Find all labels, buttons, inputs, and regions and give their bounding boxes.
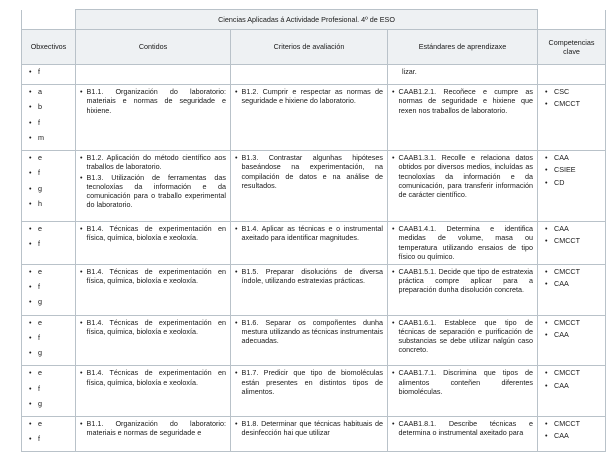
criterion-item bbox=[235, 224, 383, 242]
criteria-cell bbox=[231, 416, 388, 451]
objective-item: • e bbox=[38, 419, 71, 428]
objective-item: • a bbox=[38, 87, 71, 96]
objectives-cell bbox=[22, 151, 76, 222]
criteria-cell bbox=[231, 315, 388, 366]
content-text: B1.1. Organización do laboratorio: materiais e normas de seguridade e hixiene. bbox=[86, 87, 226, 115]
standards-cell bbox=[388, 264, 538, 315]
objective-item: • e bbox=[38, 318, 71, 327]
criterion-item bbox=[235, 267, 383, 285]
bullet-icon: • bbox=[392, 153, 395, 163]
curriculum-sheet bbox=[21, 9, 605, 452]
competences-cell bbox=[538, 264, 606, 315]
objectives-cell bbox=[22, 222, 76, 265]
competences-list bbox=[542, 153, 601, 187]
standard-item bbox=[392, 67, 533, 76]
competences-cell bbox=[538, 65, 606, 85]
standard-text: CAAB1.5.1. Decide que tipo de estratexia práctica compre aplicar para a preparación dunha disolución concreta. bbox=[398, 266, 534, 295]
criteria-cell bbox=[231, 151, 388, 222]
standard-item bbox=[392, 368, 533, 396]
objectives-cell bbox=[22, 366, 76, 417]
objectives-list bbox=[26, 318, 71, 358]
competence-item: • CAA bbox=[554, 153, 601, 162]
bullet-icon: • bbox=[80, 153, 83, 163]
criteria-cell bbox=[231, 264, 388, 315]
bullet-icon: • bbox=[80, 266, 83, 276]
standard-item bbox=[392, 318, 533, 355]
standards-cell bbox=[388, 366, 538, 417]
bullet-icon: • bbox=[235, 418, 238, 428]
criterion-text: B1.4. Aplicar as técnicas e o instrumental axeitado para identificar magnitudes. bbox=[241, 224, 383, 243]
objectives-list bbox=[26, 153, 71, 208]
bullet-icon: • bbox=[392, 224, 395, 234]
contents-cell bbox=[76, 315, 231, 366]
bullet-icon: • bbox=[392, 317, 395, 327]
table-row bbox=[22, 85, 606, 151]
competence-item: • CMCCT bbox=[554, 368, 601, 377]
table-row bbox=[22, 151, 606, 222]
table-header-row bbox=[22, 30, 606, 65]
content-text: B1.3. Utilización de ferramentas das tecnoloxías da información e da comunicación para o traballo experimental do laboratorio. bbox=[86, 172, 226, 210]
table-row bbox=[22, 65, 606, 85]
header-standards: Estándares de aprendizaxe bbox=[388, 30, 538, 65]
objective-item: • g bbox=[38, 399, 71, 408]
competence-item: • CAA bbox=[554, 381, 601, 390]
objective-item: • h bbox=[38, 199, 71, 208]
table-title: Ciencias Aplicadas á Actividade Profesional. 4º de ESO bbox=[76, 10, 538, 30]
competences-list bbox=[542, 368, 601, 389]
bullet-icon: • bbox=[392, 87, 395, 97]
competences-cell bbox=[538, 366, 606, 417]
content-text: B1.4. Técnicas de experimentación en física, química, bioloxía e xeoloxía. bbox=[86, 224, 226, 243]
table-row bbox=[22, 416, 606, 451]
bullet-icon: • bbox=[392, 418, 395, 428]
competence-item: • CAA bbox=[554, 279, 601, 288]
content-text: B1.4. Técnicas de experimentación en física, química, bioloxía e xeoloxía. bbox=[86, 368, 226, 387]
standards-cell bbox=[388, 416, 538, 451]
competence-item: • CSIEE bbox=[554, 165, 601, 174]
content-text: B1.1. Organización do laboratorio: materiais e normas de seguridade e bbox=[86, 418, 226, 438]
competence-item: • CMCCT bbox=[554, 267, 601, 276]
standard-text: CAAB1.6.1. Establece que tipo de técnicas de separación e purificación de substancias se debe utilizar nalgún caso concreto. bbox=[398, 317, 534, 355]
table-body bbox=[22, 65, 606, 452]
standards-cell bbox=[388, 151, 538, 222]
standards-cell bbox=[388, 85, 538, 151]
table-corner-cell-right bbox=[538, 10, 606, 30]
bullet-icon: • bbox=[80, 224, 83, 234]
objectives-cell bbox=[22, 416, 76, 451]
competence-item: • CAA bbox=[554, 224, 601, 233]
contents-cell bbox=[76, 65, 231, 85]
objective-item: • f bbox=[38, 118, 71, 127]
bullet-icon: • bbox=[80, 317, 83, 327]
content-item bbox=[80, 318, 226, 336]
contents-cell bbox=[76, 222, 231, 265]
content-text: B1.2. Aplicación do método científico aos traballos de laboratorio. bbox=[86, 153, 226, 172]
table-row bbox=[22, 315, 606, 366]
competence-item: • CAA bbox=[554, 431, 601, 440]
objectives-cell bbox=[22, 65, 76, 85]
objective-item: • f bbox=[38, 384, 71, 393]
objective-item: • e bbox=[38, 267, 71, 276]
criterion-item bbox=[235, 87, 383, 105]
competence-item: • CD bbox=[554, 178, 601, 187]
criterion-text: B1.6. Separar os compoñentes dunha mestura utilizando as técnicas instrumentais adecuadas. bbox=[241, 317, 383, 346]
bullet-icon: • bbox=[235, 87, 238, 97]
objective-item: • e bbox=[38, 224, 71, 233]
table-row bbox=[22, 222, 606, 265]
bullet-icon: • bbox=[80, 172, 83, 182]
contents-cell bbox=[76, 366, 231, 417]
standard-text: CAAB1.2.1. Recoñece e cumpre as normas de seguridade e hixiene que rexen nos traballos de laboratorio. bbox=[398, 87, 534, 115]
competences-cell bbox=[538, 315, 606, 366]
competence-item: • CMCCT bbox=[554, 99, 601, 108]
competence-item: • CSC bbox=[554, 87, 601, 96]
table-row bbox=[22, 366, 606, 417]
bullet-icon: • bbox=[392, 368, 395, 378]
standards-cell bbox=[388, 315, 538, 366]
contents-cell bbox=[76, 85, 231, 151]
objectives-list bbox=[26, 267, 71, 307]
bullet-icon: • bbox=[235, 368, 238, 378]
criterion-text: B1.2. Cumprir e respectar as normas de seguridade e hixiene do laboratorio. bbox=[241, 87, 383, 106]
objectives-list bbox=[26, 368, 71, 408]
objectives-cell bbox=[22, 315, 76, 366]
header-criteria: Criterios de avaliación bbox=[231, 30, 388, 65]
criterion-text: B1.8. Determinar que técnicas habituais de desinfección hai que utilizar bbox=[241, 418, 383, 438]
bullet-icon: • bbox=[392, 266, 395, 276]
competence-item: • CMCCT bbox=[554, 419, 601, 428]
table-title-row bbox=[22, 10, 606, 30]
standard-text: lizar. bbox=[402, 67, 417, 76]
standards-cell bbox=[388, 222, 538, 265]
competences-cell bbox=[538, 85, 606, 151]
standard-item bbox=[392, 224, 533, 261]
competence-item: • CAA bbox=[554, 330, 601, 339]
bullet-icon: • bbox=[235, 266, 238, 276]
contents-cell bbox=[76, 151, 231, 222]
standard-item bbox=[392, 419, 533, 437]
objective-item: • b bbox=[38, 102, 71, 111]
competence-item: • CMCCT bbox=[554, 236, 601, 245]
header-competences: Competencias clave bbox=[538, 30, 606, 65]
objective-item: • f bbox=[38, 168, 71, 177]
header-contents: Contidos bbox=[76, 30, 231, 65]
competences-cell bbox=[538, 151, 606, 222]
objective-item: • f bbox=[38, 282, 71, 291]
competences-cell bbox=[538, 416, 606, 451]
objectives-list bbox=[26, 87, 71, 142]
competences-list bbox=[542, 224, 601, 245]
objectives-list bbox=[26, 224, 71, 248]
bullet-icon: • bbox=[80, 418, 83, 428]
objective-item: • e bbox=[38, 368, 71, 377]
content-item bbox=[80, 224, 226, 242]
criterion-item bbox=[235, 153, 383, 190]
criterion-item bbox=[235, 419, 383, 437]
objective-item: • f bbox=[38, 333, 71, 342]
bullet-icon: • bbox=[80, 87, 83, 97]
content-item bbox=[80, 173, 226, 210]
standards-cell bbox=[388, 65, 538, 85]
content-item bbox=[80, 153, 226, 171]
header-objectives: Obxectivos bbox=[22, 30, 76, 65]
objective-item: • f bbox=[38, 239, 71, 248]
bullet-icon: • bbox=[235, 317, 238, 327]
criterion-item bbox=[235, 368, 383, 396]
objective-item: • f bbox=[38, 434, 71, 443]
standard-text: CAAB1.4.1. Determina e identifica medidas de volume, masa ou temperatura utilizando ensaios de tipo físico ou químico. bbox=[398, 224, 534, 261]
contents-cell bbox=[76, 264, 231, 315]
table-row bbox=[22, 264, 606, 315]
table-corner-cell bbox=[22, 10, 76, 30]
objectives-cell bbox=[22, 264, 76, 315]
objective-item: • e bbox=[38, 153, 71, 162]
criteria-cell bbox=[231, 222, 388, 265]
bullet-icon: • bbox=[235, 224, 238, 234]
competence-item: • CMCCT bbox=[554, 318, 601, 327]
standard-text: CAAB1.8.1. Describe técnicas e determina o instrumental axeitado para bbox=[398, 418, 534, 438]
criteria-cell bbox=[231, 85, 388, 151]
competences-list bbox=[542, 419, 601, 440]
criteria-cell bbox=[231, 366, 388, 417]
criterion-item bbox=[235, 318, 383, 346]
objective-item: • f bbox=[38, 67, 71, 76]
content-item bbox=[80, 87, 226, 115]
objectives-list bbox=[26, 67, 71, 76]
standard-item bbox=[392, 87, 533, 115]
criteria-cell bbox=[231, 65, 388, 85]
criterion-text: B1.7. Predicir que tipo de biomoléculas están presentes en distintos tipos de alimentos. bbox=[241, 368, 383, 396]
objective-item: • g bbox=[38, 297, 71, 306]
criterion-text: B1.5. Preparar disolucións de diversa índole, utilizando estratexias prácticas. bbox=[241, 266, 383, 286]
standard-item bbox=[392, 267, 533, 295]
objective-item: • m bbox=[38, 133, 71, 142]
content-text: B1.4. Técnicas de experimentación en física, química, bioloxía e xeoloxía. bbox=[86, 317, 226, 336]
objectives-list bbox=[26, 419, 71, 443]
content-item bbox=[80, 419, 226, 437]
objective-item: • g bbox=[38, 348, 71, 357]
contents-cell bbox=[76, 416, 231, 451]
competences-list bbox=[542, 87, 601, 108]
content-text: B1.4. Técnicas de experimentación en física, química, bioloxía e xeoloxía. bbox=[86, 266, 226, 286]
standard-item bbox=[392, 153, 533, 199]
bullet-icon: • bbox=[235, 153, 238, 163]
competences-cell bbox=[538, 222, 606, 265]
objective-item: • g bbox=[38, 184, 71, 193]
objectives-cell bbox=[22, 85, 76, 151]
standard-text: CAAB1.3.1. Recolle e relaciona datos obtidos por diversos medios, incluídas as tecnoloxías da información e da comunicación, para transferir información de carácter científico. bbox=[398, 153, 534, 199]
competences-list bbox=[542, 318, 601, 339]
content-item bbox=[80, 368, 226, 386]
bullet-icon: • bbox=[80, 368, 83, 378]
content-item bbox=[80, 267, 226, 285]
standard-text: CAAB1.7.1. Discrimina que tipos de alimentos conteñen diferentes biomoléculas. bbox=[398, 368, 534, 396]
curriculum-table bbox=[21, 9, 606, 452]
competences-list bbox=[542, 267, 601, 288]
criterion-text: B1.3. Contrastar algunhas hipóteses baseándose na experimentación, na compilación de datos e na análise de resultados. bbox=[241, 153, 383, 190]
